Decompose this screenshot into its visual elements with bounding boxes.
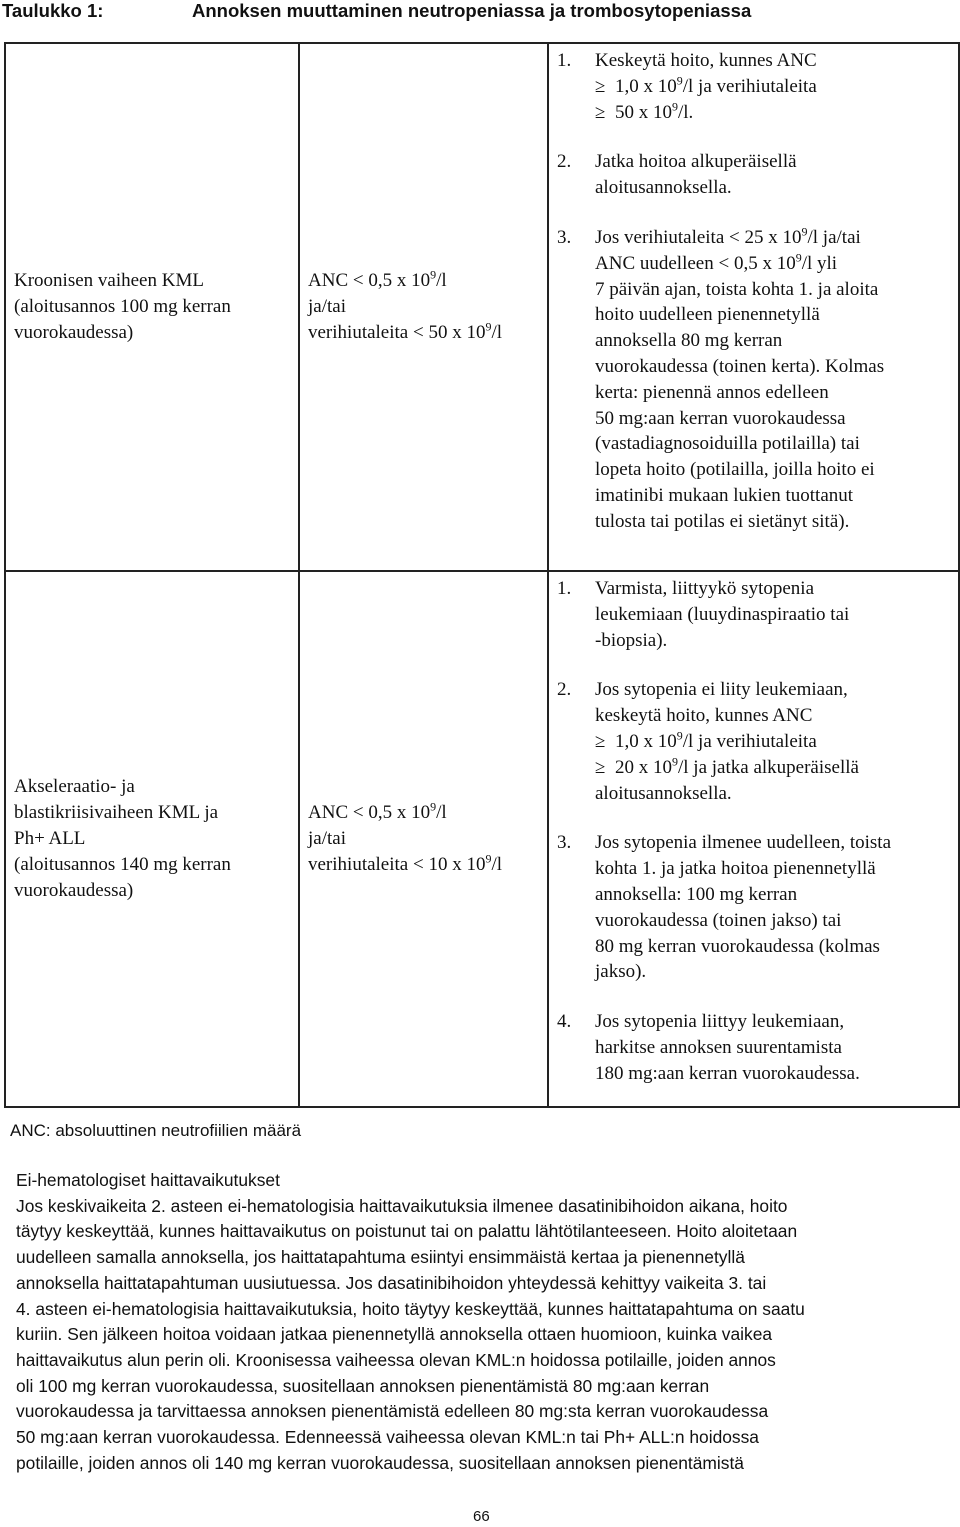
body-section — [16, 1168, 946, 1476]
paragraph-line: potilaille, joiden annos oli 140 mg kerran vuorokaudessa, suositellaan annoksen pienentämistä — [16, 1452, 744, 1473]
paragraph-line: 50 mg:aan kerran vuorokaudessa. Edenneessä vaiheessa olevan KML:n tai Ph+ ALL:n hoidossa — [16, 1427, 759, 1448]
paragraph-line: annoksella haittatapahtuman uusiutuessa. Jos dasatinibihoidon yhteydessä kehittyy vaikeita 3. tai — [16, 1272, 767, 1293]
step-item: 1. Keskeytä hoito, kunnes ANC ≥ 1,0 x $10^9/l$ ja verihiutaleita ≥ 50 x $10^9/l$. — [557, 50, 817, 123]
paragraph-line: Jos keskivaikeita 2. asteen ei-hematologisia haittavaikutuksia ilmenee dasatinibihoidon aikana, hoito — [16, 1195, 788, 1216]
paragraph-line: vuorokaudessa ja tarvittaessa annoksen pienentämistä edelleen 80 mg:sta kerran vuorokaudessa — [16, 1401, 769, 1422]
phase-line: blastikriisivaiheen KML ja — [14, 802, 219, 823]
condition-andor: ja/tai — [308, 828, 346, 849]
dose-adjustment-table — [4, 42, 960, 1108]
table-title: Annoksen muuttaminen neutropeniassa ja trombosytopeniassa — [192, 0, 752, 21]
phase-line: Akseleraatio- ja — [14, 776, 135, 797]
phase-line: (aloitusannos 140 mg kerran — [14, 854, 231, 875]
phase-line: Ph+ ALL — [14, 828, 86, 849]
phase-line: vuorokaudessa) — [14, 322, 134, 343]
step-item: 2. Jos sytopenia ei liity leukemiaan, keskeytä hoito, kunnes ANC ≥ 1,0 x $10^9/l$ ja verihiutaleita ≥ 20 x $10^9/l$ ja jatka alkuperäisellä aloitusannoksella. — [557, 679, 859, 804]
paragraph-line: oli 100 mg kerran vuorokaudessa, suositellaan annoksen pienentämistä 80 mg:aan kerran — [16, 1375, 710, 1396]
table-row — [5, 571, 959, 1107]
table-label: Taulukko 1: — [2, 0, 104, 21]
phase-cell — [5, 43, 299, 571]
paragraph-line: haittavaikutus alun perin oli. Kroonisessa vaiheessa olevan KML:n hoidossa potilaille, joiden annos — [16, 1349, 776, 1370]
step-item: 3. Jos sytopenia ilmenee uudelleen, toista kohta 1. ja jatka hoitoa pienennetyllä annoksella: 100 mg kerran vuorokaudessa (toinen jakso) tai 80 mg kerran vuorokaudessa (kolmas jakso). — [557, 832, 892, 983]
paragraph-line: 4. asteen ei-hematologisia haittavaikutuksia, hoito täytyy keskeyttää, kunnes haittatapahtuma on saatu — [16, 1298, 805, 1319]
paragraph-line: täytyy keskeyttää, kunnes haittavaikutus on poistunut tai on palattu lähtötilanteeseen. Hoito aloitetaan — [16, 1221, 798, 1242]
condition-cell — [299, 571, 548, 1107]
step-item: 3. Jos verihiutaleita < 25 x $10^9/l$ ja/tai ANC uudelleen < 0,5 x $10^9/l$ yli 7 päivän ajan, toista kohta 1. ja aloita hoito uudelleen pienennetyllä annoksella 80 mg kerran vuorokaudessa (toinen kerta). Kolmas kerta: pienennä annos edelleen 50 mg:aan kerran vuorokaudessa (vastadiagnosoiduilla potilailla) tai lopeta hoito (potilailla, joilla hoito ei imatinibi mukaan lukien tuottanut tulosta tai potilas ei sietänyt sitä). — [557, 224, 885, 532]
phase-line: vuorokaudessa) — [14, 880, 134, 901]
step-item: 2. Jatka hoitoa alkuperäisellä aloitusannoksella. — [557, 151, 797, 199]
step-item: 1. Varmista, liittyykö sytopenia leukemiaan (luuydinaspiraatio tai -biopsia). — [557, 578, 850, 651]
steps-cell — [548, 571, 959, 1107]
table-row — [5, 43, 959, 571]
phase-line: (aloitusannos 100 mg kerran — [14, 296, 231, 317]
condition-platelets: verihiutaleita < 50 x $10^9/l$ — [308, 319, 503, 343]
condition-platelets: verihiutaleita < 10 x $10^9/l$ — [308, 851, 503, 875]
step-item: 4. Jos sytopenia liittyy leukemiaan, harkitse annoksen suurentamista 180 mg:aan kerran vuorokaudessa. — [557, 1011, 860, 1084]
condition-anc: ANC < 0,5 x $10^9/l$ — [308, 799, 447, 823]
section-heading: Ei-hematologiset haittavaikutukset — [16, 1170, 280, 1190]
phase-line: Kroonisen vaiheen KML — [14, 270, 204, 291]
table-footnote: ANC: absoluuttinen neutrofiilien määrä — [10, 1121, 302, 1140]
condition-anc: ANC < 0,5 x $10^9/l$ — [308, 267, 447, 291]
page-number: 66 — [473, 1508, 490, 1525]
steps-cell — [548, 43, 959, 571]
paragraph-line: uudelleen samalla annoksella, jos haittatapahtuma esiintyi ensimmäistä kertaa ja pienennetyllä — [16, 1247, 745, 1268]
condition-andor: ja/tai — [308, 296, 346, 317]
paragraph-line: kuriin. Sen jälkeen hoitoa voidaan jatkaa pienennetyllä annoksella ottaen huomioon, kuinka vaikea — [16, 1324, 773, 1345]
condition-cell — [299, 43, 548, 571]
phase-cell — [5, 571, 299, 1107]
